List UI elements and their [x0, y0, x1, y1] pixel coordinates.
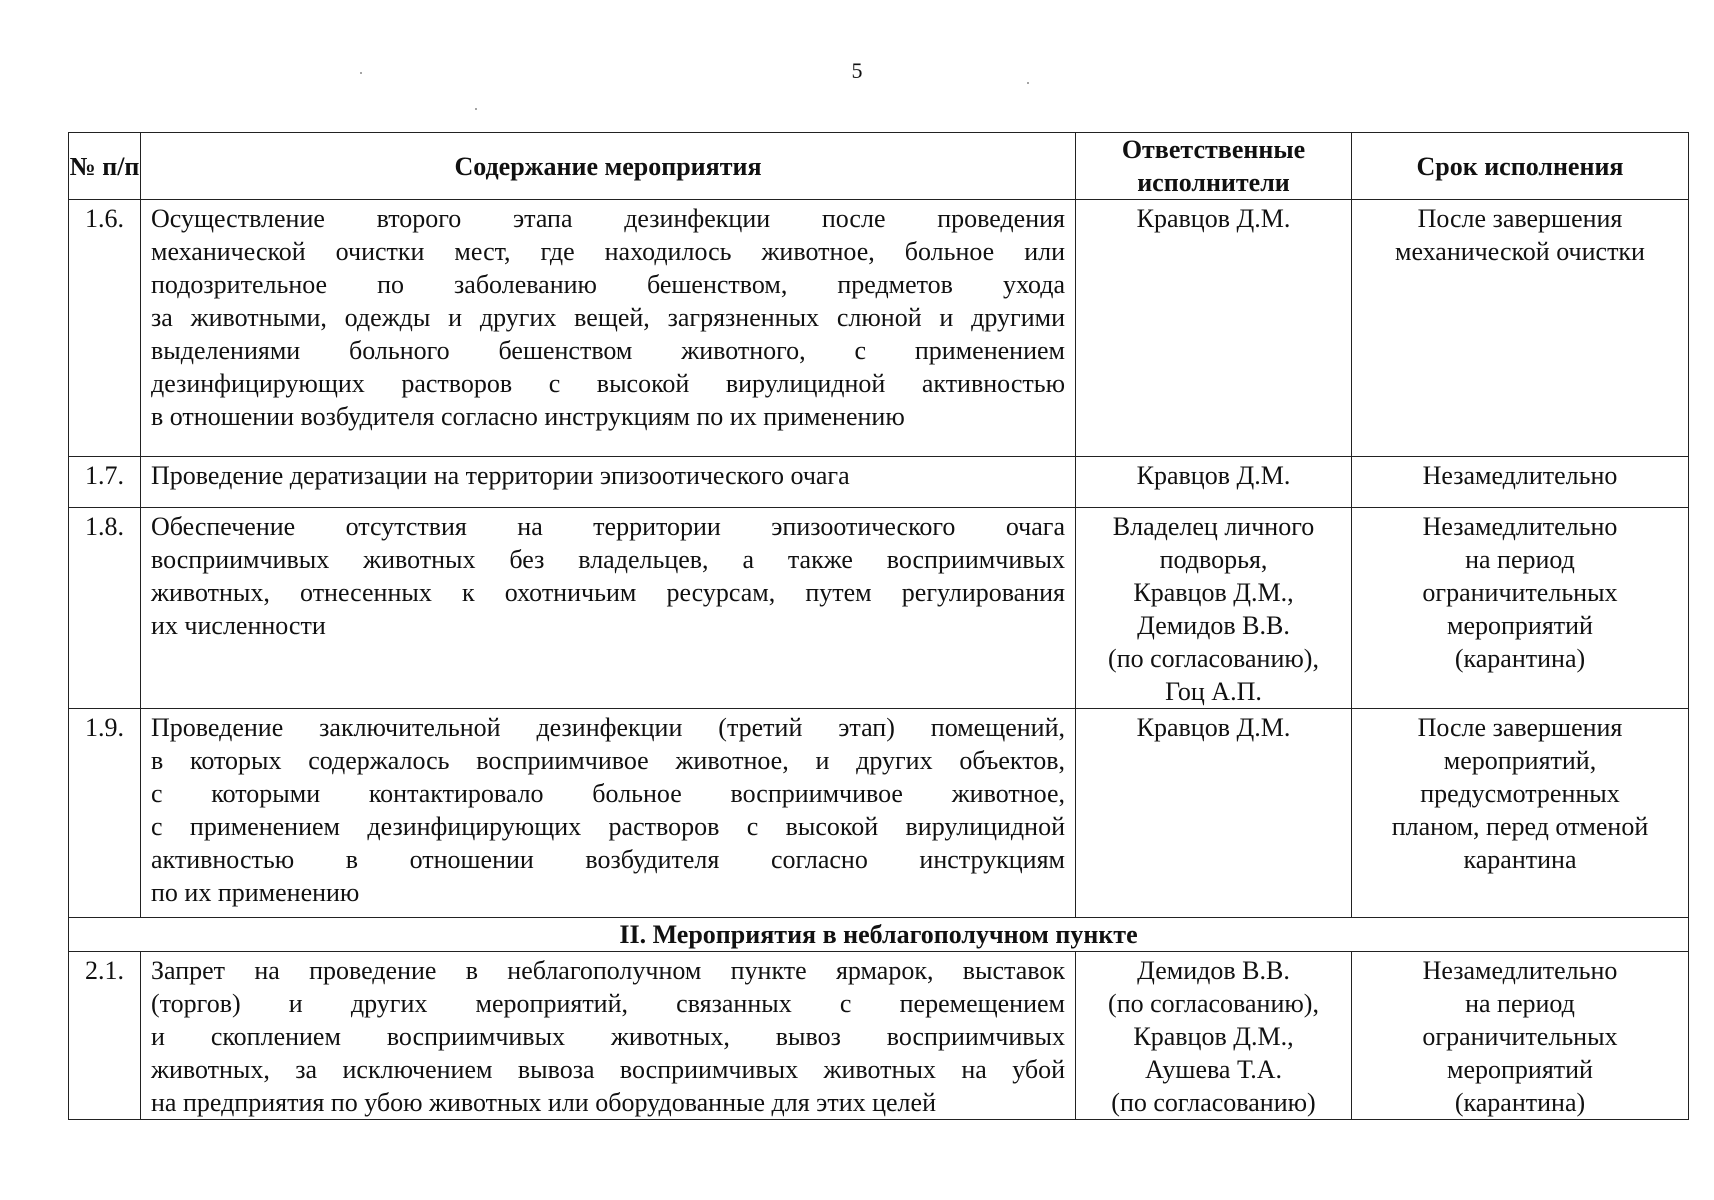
- content-line: животных, отнесенных к охотничьим ресурсам, путем регулирования: [151, 578, 1065, 607]
- content-line: в отношении возбудителя согласно инструкциям по их применению: [151, 402, 905, 431]
- content-line: Обеспечение отсутствия на территории эпизоотического очага: [151, 512, 1065, 541]
- row-responsible-line: Демидов В.В.: [1137, 956, 1290, 985]
- row-responsible-line: Кравцов Д.М.: [1136, 713, 1291, 742]
- row-number: 1.6.: [69, 200, 141, 457]
- row-deadline-line: ограничительных: [1422, 578, 1618, 607]
- row-deadline-line: на период: [1465, 545, 1575, 574]
- activity-plan-table: [68, 132, 1689, 1120]
- row-responsible-line: (по согласованию),: [1108, 644, 1319, 673]
- header-deadline: Срок исполнения: [1352, 133, 1689, 200]
- scan-speck: [360, 72, 362, 74]
- row-responsible: [1076, 709, 1352, 918]
- table-row: [69, 709, 1689, 918]
- row-deadline-line: мероприятий: [1447, 611, 1593, 640]
- section-title: II. Мероприятия в неблагополучном пункте: [69, 918, 1689, 952]
- row-content: [141, 709, 1076, 918]
- row-number: 1.7.: [69, 457, 141, 508]
- row-content: [141, 200, 1076, 457]
- row-responsible: [1076, 508, 1352, 709]
- row-responsible-line: Кравцов Д.М.: [1136, 204, 1291, 233]
- row-deadline-line: После завершения: [1417, 204, 1623, 233]
- header-content: Содержание мероприятия: [141, 133, 1076, 200]
- content-line: Проведение заключительной дезинфекции (третий этап) помещений,: [151, 713, 1065, 742]
- row-responsible-line: Владелец личного: [1112, 512, 1315, 541]
- content-line: Запрет на проведение в неблагополучном пункте ярмарок, выставок: [151, 956, 1065, 985]
- row-deadline-line: предусмотренных: [1420, 779, 1620, 808]
- row-responsible: [1076, 457, 1352, 508]
- table-row: [69, 952, 1689, 1120]
- content-line: дезинфицирующих растворов с высокой вирулицидной активностью: [151, 369, 1065, 398]
- row-responsible-line: Демидов В.В.: [1137, 611, 1290, 640]
- content-line: их численности: [151, 611, 326, 640]
- row-responsible-line: подворья,: [1159, 545, 1268, 574]
- row-number: 2.1.: [69, 952, 141, 1120]
- row-deadline-line: (карантина): [1454, 1088, 1586, 1117]
- header-number: № п/п: [69, 133, 141, 200]
- row-deadline: [1352, 508, 1689, 709]
- row-number: 1.8.: [69, 508, 141, 709]
- content-line: по их применению: [151, 878, 360, 907]
- row-deadline-line: карантина: [1463, 845, 1577, 874]
- content-line: восприимчивых животных без владельцев, а также восприимчивых: [151, 545, 1065, 574]
- content-line: механической очистки мест, где находилось животное, больное или: [151, 237, 1065, 266]
- row-responsible-line: Гоц А.П.: [1165, 677, 1262, 706]
- row-content: [141, 457, 1076, 508]
- content-line: подозрительное по заболеванию бешенством, предметов ухода: [151, 270, 1065, 299]
- row-deadline: [1352, 952, 1689, 1120]
- row-deadline-line: механической очистки: [1395, 237, 1645, 266]
- row-deadline-line: Незамедлительно: [1422, 956, 1618, 985]
- content-line: животных, за исключением вывоза восприимчивых животных на убой: [151, 1055, 1065, 1084]
- table-row: [69, 508, 1689, 709]
- content-line: на предприятия по убою животных или оборудованные для этих целей: [151, 1088, 936, 1117]
- content-line: Осуществление второго этапа дезинфекции после проведения: [151, 204, 1065, 233]
- row-responsible: [1076, 200, 1352, 457]
- row-deadline-line: планом, перед отменой: [1391, 812, 1649, 841]
- row-deadline-line: Незамедлительно: [1422, 461, 1618, 490]
- table-row: [69, 457, 1689, 508]
- row-responsible-line: Кравцов Д.М.,: [1133, 1022, 1294, 1051]
- row-deadline-line: Незамедлительно: [1422, 512, 1618, 541]
- row-deadline: [1352, 457, 1689, 508]
- row-deadline-line: (карантина): [1454, 644, 1586, 673]
- content-line: Проведение дератизации на территории эпизоотического очага: [151, 461, 850, 490]
- content-line: в которых содержалось восприимчивое животное, и других объектов,: [151, 746, 1065, 775]
- content-line: за животными, одежды и других вещей, загрязненных слюной и другими: [151, 303, 1065, 332]
- row-deadline-line: мероприятий: [1447, 1055, 1593, 1084]
- row-responsible-line: Кравцов Д.М.: [1136, 461, 1291, 490]
- row-deadline-line: на период: [1465, 989, 1575, 1018]
- content-line: (торгов) и других мероприятий, связанных с перемещением: [151, 989, 1065, 1018]
- content-line: выделениями больного бешенством животного, с применением: [151, 336, 1065, 365]
- row-responsible-line: Кравцов Д.М.,: [1133, 578, 1294, 607]
- scan-speck: [1027, 82, 1029, 84]
- content-line: и скоплением восприимчивых животных, вывоз восприимчивых: [151, 1022, 1065, 1051]
- row-number: 1.9.: [69, 709, 141, 918]
- row-deadline: [1352, 200, 1689, 457]
- row-content: [141, 952, 1076, 1120]
- row-deadline-line: ограничительных: [1422, 1022, 1618, 1051]
- page-number: 5: [851, 58, 863, 83]
- content-line: с которыми контактировало больное восприимчивое животное,: [151, 779, 1065, 808]
- table-row: [69, 200, 1689, 457]
- content-line: активностью в отношении возбудителя согласно инструкциям: [151, 845, 1065, 874]
- scan-speck: [475, 108, 477, 110]
- row-responsible: [1076, 952, 1352, 1120]
- table-header-row: [69, 133, 1689, 200]
- row-responsible-line: Аушева Т.А.: [1144, 1055, 1283, 1084]
- row-responsible-line: (по согласованию),: [1108, 989, 1319, 1018]
- row-deadline: [1352, 709, 1689, 918]
- header-responsible: Ответственные исполнители: [1076, 133, 1352, 200]
- row-deadline-line: мероприятий,: [1443, 746, 1597, 775]
- row-responsible-line: (по согласованию): [1111, 1088, 1316, 1117]
- content-line: с применением дезинфицирующих растворов с высокой вирулицидной: [151, 812, 1065, 841]
- section-row: [69, 918, 1689, 952]
- row-deadline-line: После завершения: [1417, 713, 1623, 742]
- row-content: [141, 508, 1076, 709]
